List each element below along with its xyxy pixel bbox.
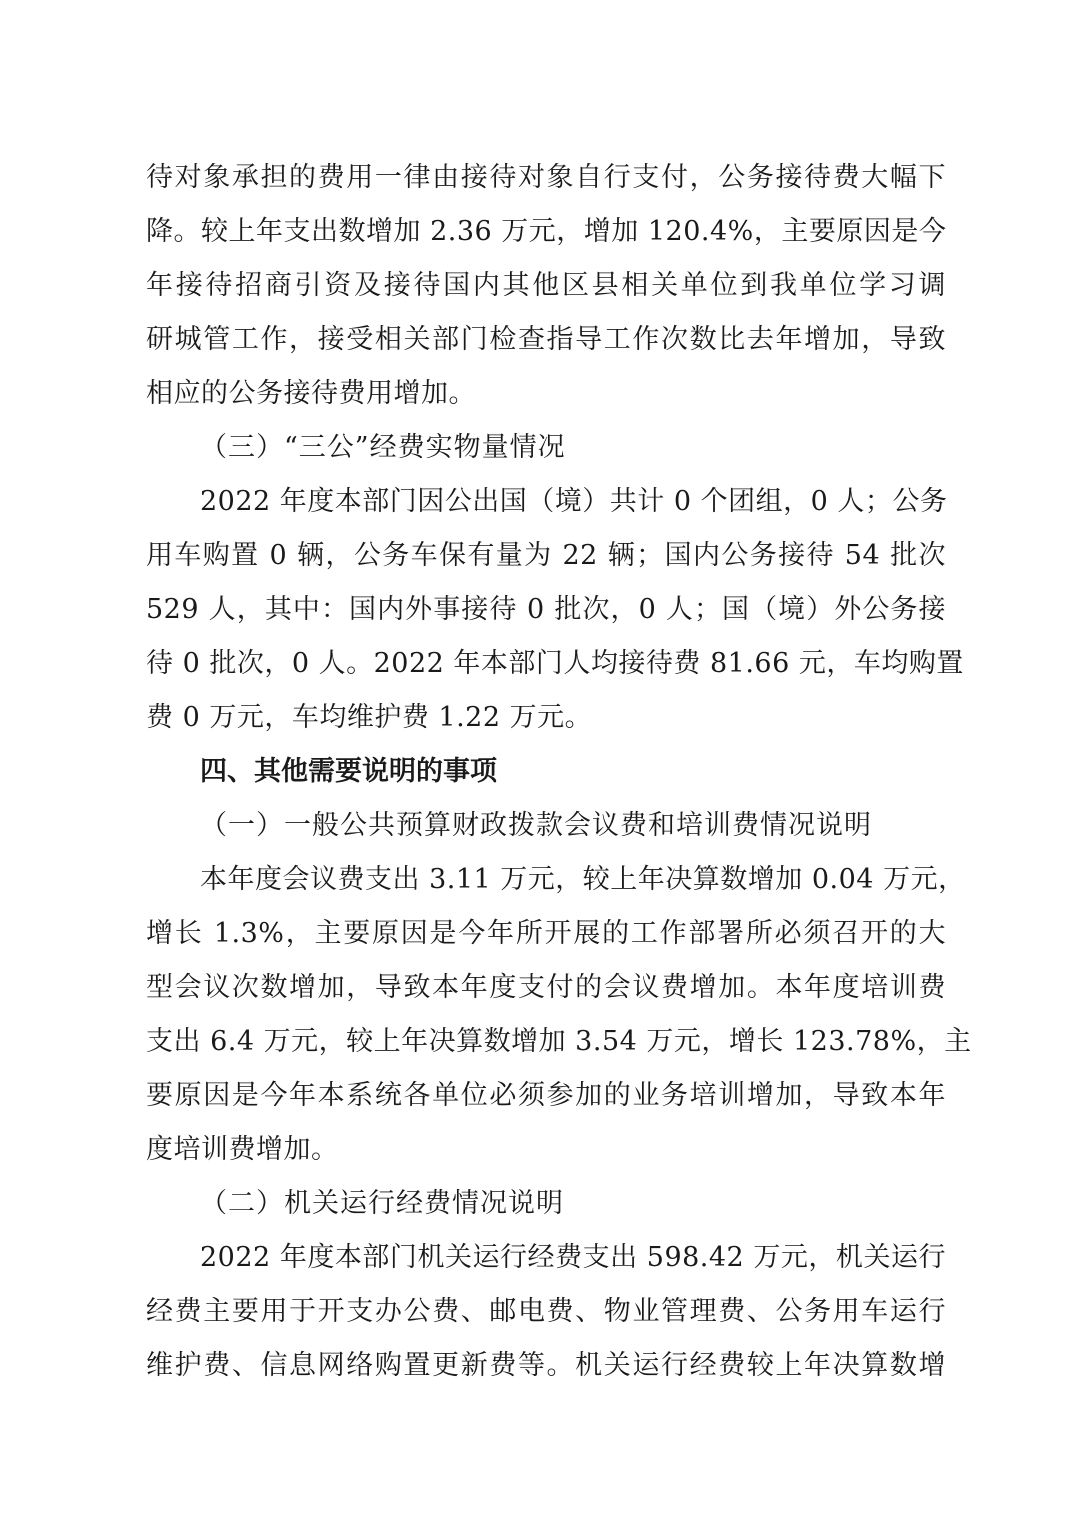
section-heading-3: （三）“三公”经费实物量情况 — [200, 432, 566, 463]
paragraph-line: 要原因是今年本系统各单位必须参加的业务培训增加，导致本年 — [146, 1080, 946, 1111]
paragraph-line: 年接待招商引资及接待国内其他区县相关单位到我单位学习调 — [146, 270, 946, 301]
paragraph-line: 增长 1.3%，主要原因是今年所开展的工作部署所必须召开的大 — [146, 918, 946, 949]
paragraph-line: 研城管工作，接受相关部门检查指导工作次数比去年增加，导致 — [146, 324, 946, 355]
paragraph-line: 待 0 批次，0 人。2022 年本部门人均接待费 81.66 元，车均购置 — [146, 648, 964, 679]
paragraph-line: 降。较上年支出数增加 2.36 万元，增加 120.4%，主要原因是今 — [146, 216, 947, 247]
paragraph-line: 经费主要用于开支办公费、邮电费、物业管理费、公务用车运行 — [146, 1296, 946, 1327]
paragraph-line: 待对象承担的费用一律由接待对象自行支付，公务接待费大幅下 — [146, 162, 946, 193]
paragraph-line: 529 人，其中：国内外事接待 0 批次，0 人；国（境）外公务接 — [146, 594, 946, 625]
paragraph-line: 支出 6.4 万元，较上年决算数增加 3.54 万元，增长 123.78%，主 — [146, 1026, 972, 1057]
paragraph-line: 用车购置 0 辆，公务车保有量为 22 辆；国内公务接待 54 批次 — [146, 540, 946, 571]
paragraph-line: 度培训费增加。 — [146, 1134, 339, 1165]
paragraph-line: 维护费、信息网络购置更新费等。机关运行经费较上年决算数增 — [146, 1350, 946, 1381]
paragraph-line: 2022 年度本部门机关运行经费支出 598.42 万元，机关运行 — [200, 1242, 946, 1273]
paragraph-line: 2022 年度本部门因公出国（境）共计 0 个团组，0 人；公务 — [200, 486, 948, 517]
paragraph-line: 本年度会议费支出 3.11 万元，较上年决算数增加 0.04 万元， — [200, 864, 966, 895]
paragraph-line: 相应的公务接待费用增加。 — [146, 378, 476, 409]
paragraph-line: 型会议次数增加，导致本年度支付的会议费增加。本年度培训费 — [146, 972, 946, 1003]
paragraph-line: 费 0 万元，车均维护费 1.22 万元。 — [146, 702, 593, 733]
subsection-heading-2: （二）机关运行经费情况说明 — [200, 1188, 564, 1219]
section-heading-4: 四、其他需要说明的事项 — [200, 756, 497, 787]
subsection-heading-1: （一）一般公共预算财政拨款会议费和培训费情况说明 — [200, 810, 872, 841]
